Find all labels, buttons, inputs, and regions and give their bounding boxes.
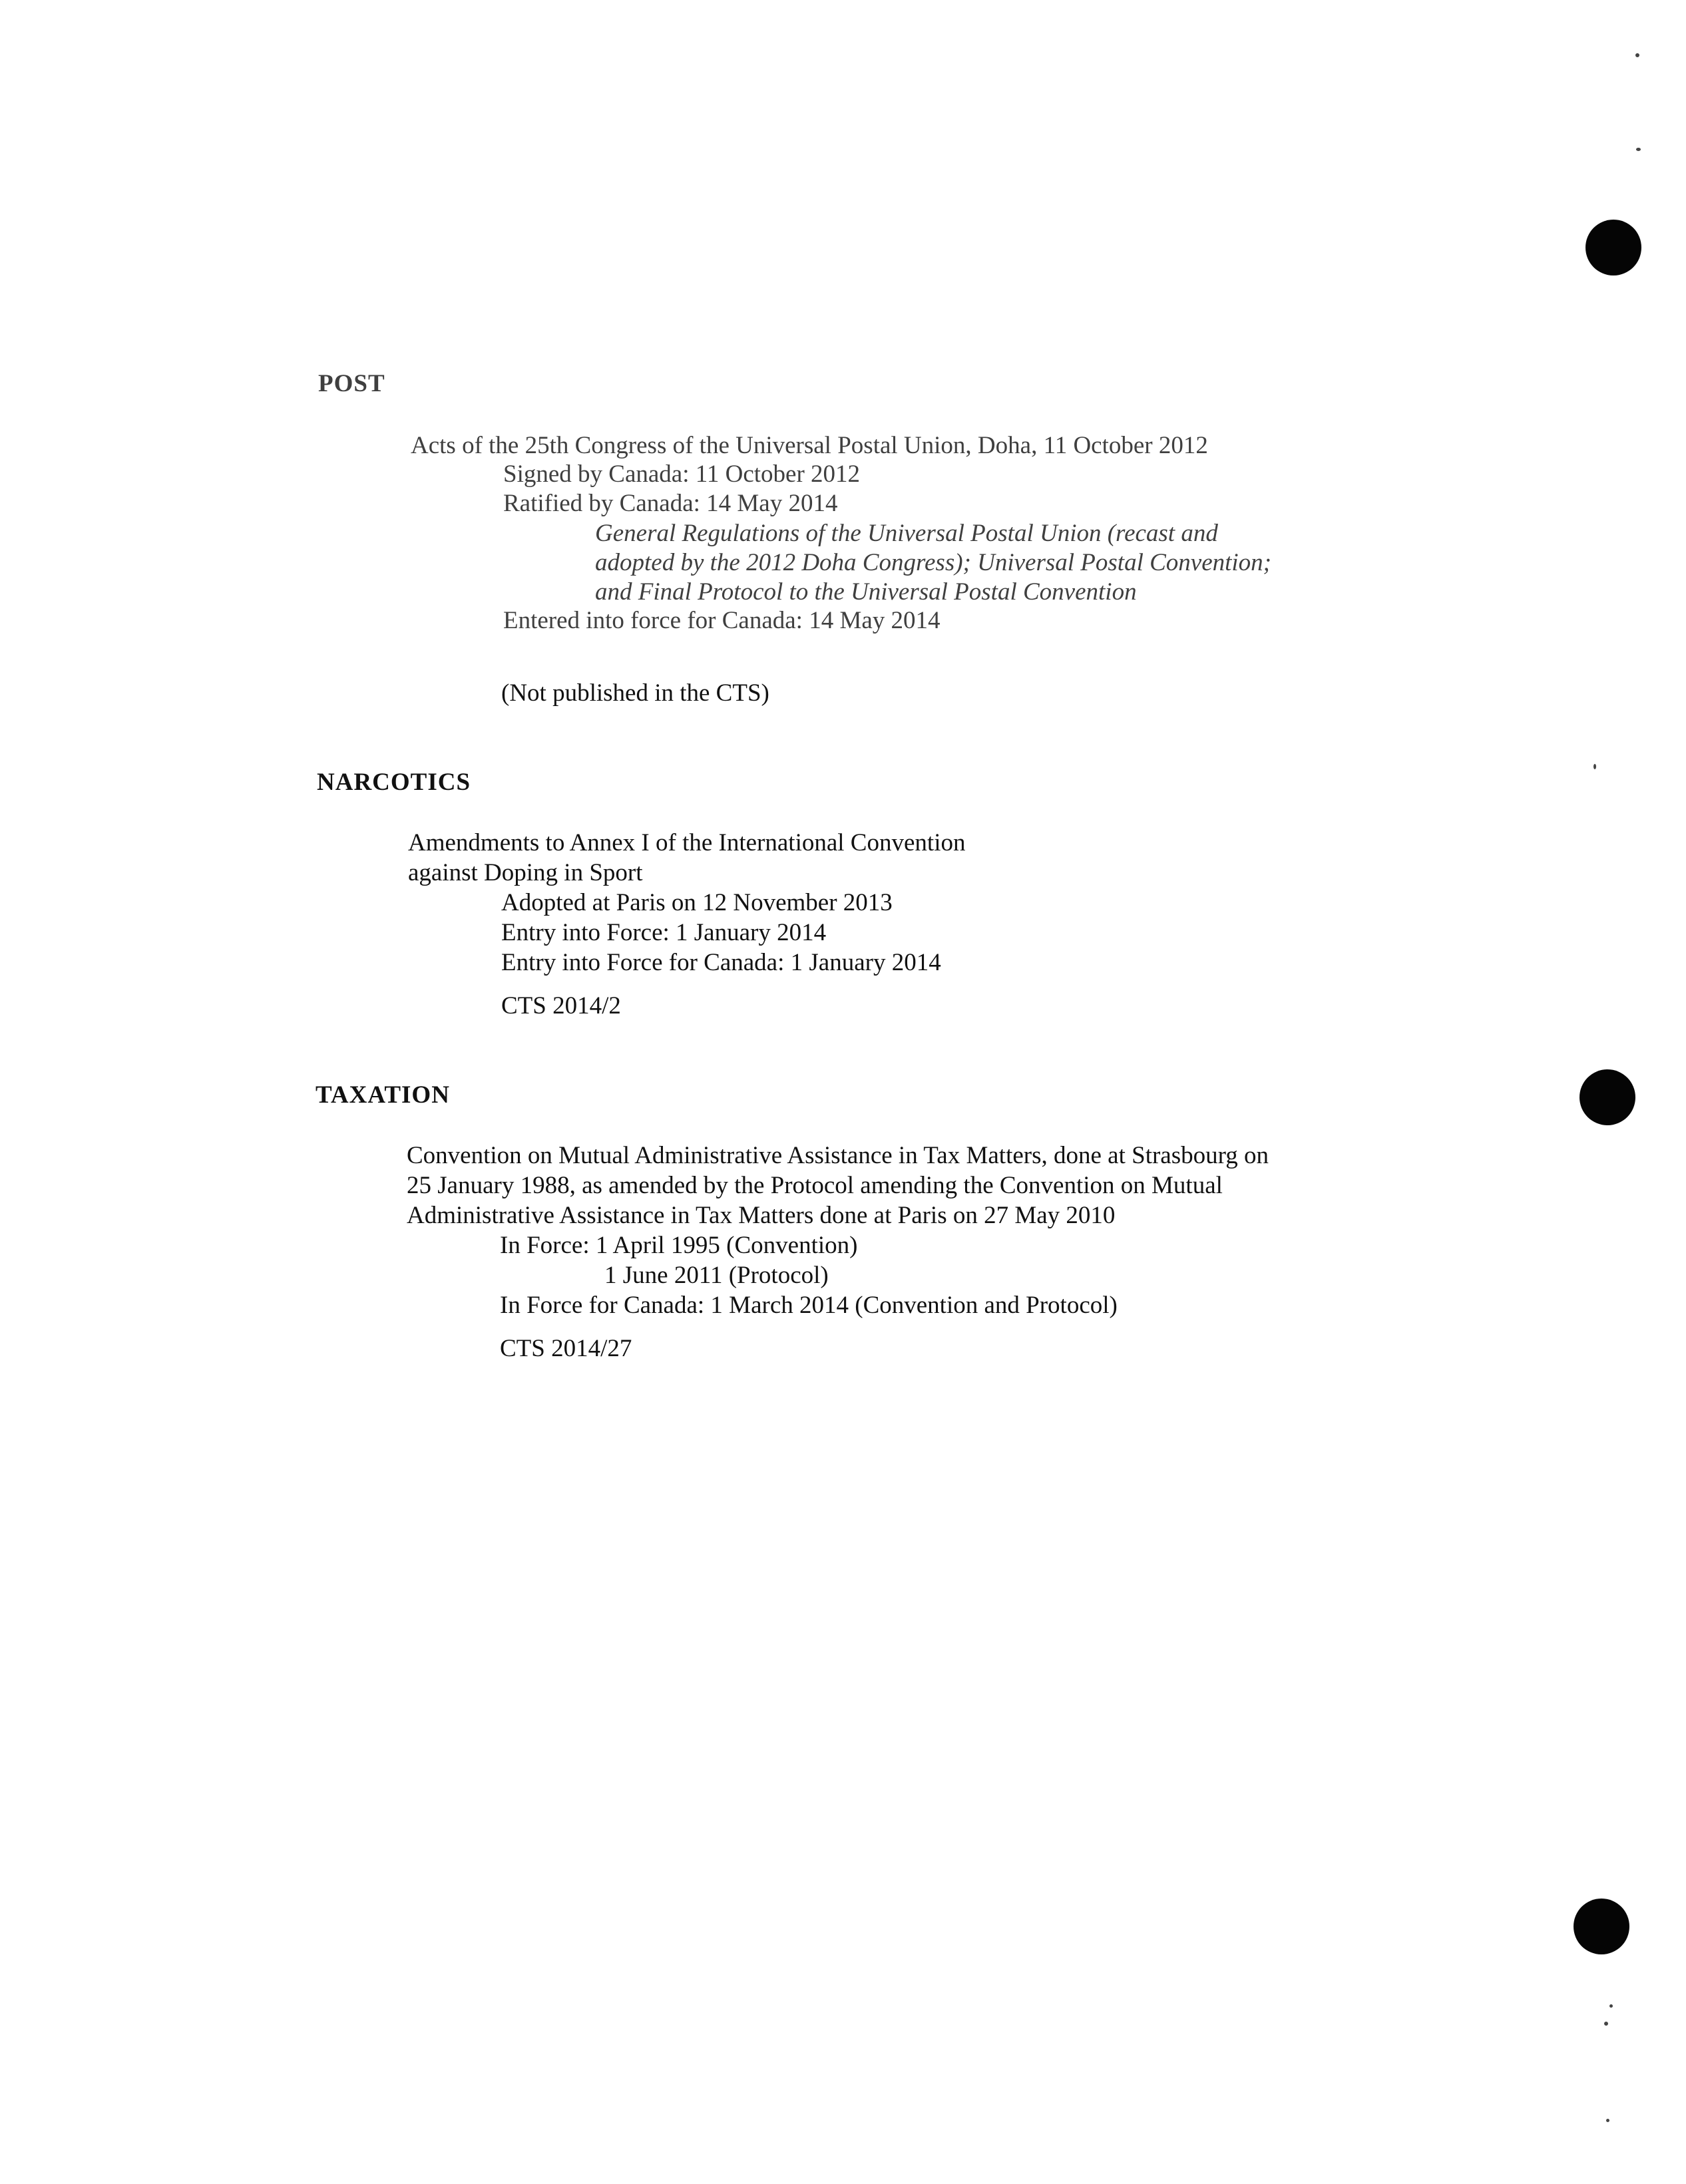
treaty-ratified: Ratified by Canada: 14 May 2014 [503,490,838,517]
scan-speck [1606,2119,1609,2122]
section-heading-narcotics: NARCOTICS [317,769,471,796]
scan-speck [1636,148,1641,151]
treaty-title: Acts of the 25th Congress of the Universal Postal Union, Doha, 11 October 2012 [411,432,1208,459]
section-heading-taxation: TAXATION [316,1081,450,1109]
treaty-title: against Doping in Sport [408,859,643,886]
scan-speck [1609,2004,1613,2008]
treaty-adopted: Adopted at Paris on 12 November 2013 [501,889,893,916]
scan-speck [1593,764,1596,769]
treaty-in-force-protocol: 1 June 2011 (Protocol) [604,1262,829,1289]
treaty-title: Amendments to Annex I of the International Convention [408,829,966,856]
treaty-publication-note: (Not published in the CTS) [501,679,769,707]
treaty-cts-reference: CTS 2014/27 [500,1335,632,1362]
scan-speck [1604,2022,1608,2026]
treaty-in-force: In Force: 1 April 1995 (Convention) [500,1232,858,1259]
treaty-entry-into-force: Entered into force for Canada: 14 May 2014 [503,607,941,634]
treaty-entry-into-force-canada: Entry into Force for Canada: 1 January 2014 [501,949,941,976]
treaty-cts-reference: CTS 2014/2 [501,992,621,1019]
treaty-instrument-line: adopted by the 2012 Doha Congress); Universal Postal Convention; [595,549,1272,576]
section-heading-post: POST [318,370,385,397]
treaty-in-force-canada: In Force for Canada: 1 March 2014 (Convention and Protocol) [500,1292,1118,1319]
treaty-instrument-line: and Final Protocol to the Universal Postal Convention [595,578,1137,606]
treaty-title: 25 January 1988, as amended by the Protocol amending the Convention on Mutual [407,1172,1223,1199]
punch-hole-middle [1580,1069,1635,1125]
treaty-instrument-line: General Regulations of the Universal Postal Union (recast and [595,520,1218,547]
punch-hole-top [1585,220,1641,275]
punch-hole-bottom [1574,1899,1629,1954]
treaty-signed: Signed by Canada: 11 October 2012 [503,460,861,488]
scan-speck [1635,53,1639,57]
treaty-entry-into-force: Entry into Force: 1 January 2014 [501,919,827,946]
treaty-title: Convention on Mutual Administrative Assistance in Tax Matters, done at Strasbourg on [407,1142,1269,1169]
treaty-title: Administrative Assistance in Tax Matters done at Paris on 27 May 2010 [407,1202,1116,1229]
